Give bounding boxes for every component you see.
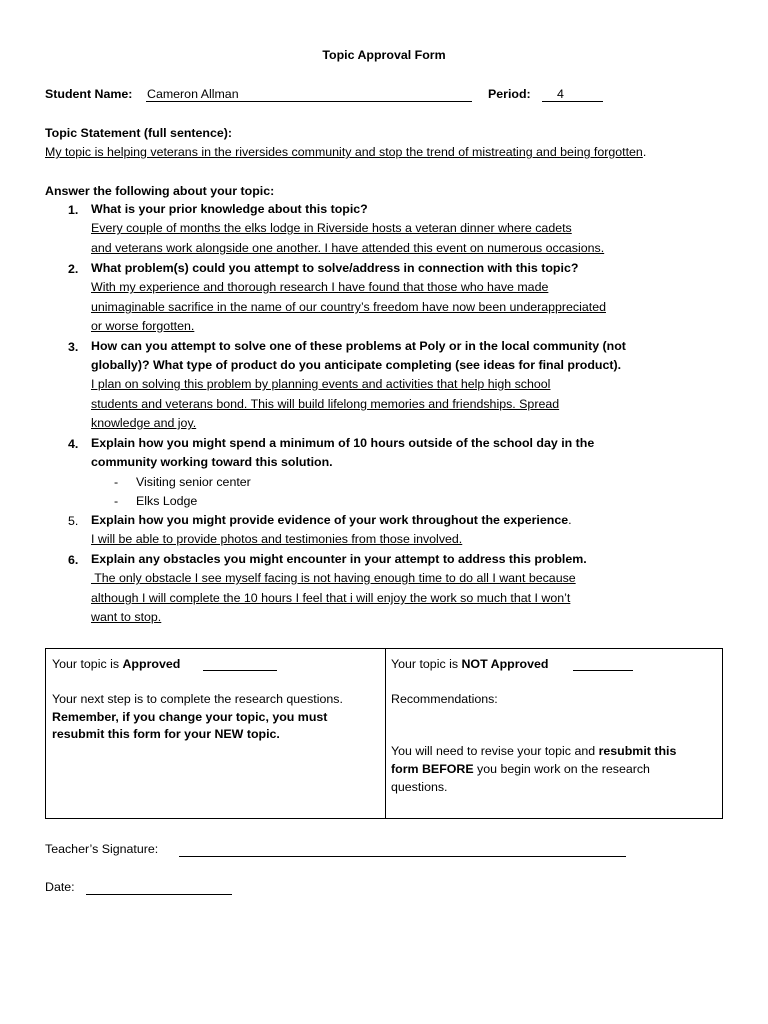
topic-statement-label: Topic Statement (full sentence):	[45, 126, 233, 140]
student-name-value: Cameron Allman	[147, 87, 239, 101]
form-title: Topic Approval Form	[322, 48, 446, 62]
topic-statement-text: My topic is helping veterans in the riversides community and stop the trend of mistreating and being forgotten.	[45, 145, 647, 159]
q3-question-line: How can you attempt to solve one of these problems at Poly or in the local community (not	[91, 339, 626, 353]
approval-box-divider	[385, 649, 386, 818]
q1-answer-line: and veterans work alongside one another. I have attended this event on numerous occasions.	[91, 241, 605, 255]
q6-answer-line: The only obstacle I see myself facing is not having enough time to do all I want because	[91, 571, 576, 585]
not-approved-blank	[573, 670, 633, 671]
q1-number: 1.	[68, 203, 79, 217]
q1-answer-line: Every couple of months the elks lodge in Riverside hosts a veteran dinner where cadets	[91, 221, 572, 235]
q2-question: What problem(s) could you attempt to solve/address in connection with this topic?	[91, 261, 579, 275]
q4-number: 4.	[68, 437, 79, 451]
answer-heading: Answer the following about your topic:	[45, 184, 275, 198]
q2-answer-line: unimaginable sacrifice in the name of our country’s freedom have now been underappreciated	[91, 300, 606, 314]
q4-question-line: Explain how you might spend a minimum of 10 hours outside of the school day in the	[91, 436, 595, 450]
approved-blank	[203, 670, 277, 671]
date-line[interactable]	[86, 894, 232, 895]
student-name-label: Student Name:	[45, 87, 133, 101]
q1-question: What is your prior knowledge about this topic?	[91, 202, 368, 216]
bullet-dash: -	[114, 475, 119, 489]
q2-answer-line: or worse forgotten.	[91, 319, 195, 333]
q4-question-line: community working toward this solution.	[91, 455, 333, 469]
q3-question-line: globally)? What type of product do you anticipate completing (see ideas for final product).	[91, 358, 622, 372]
student-name-line	[146, 101, 472, 102]
not-approved-line: Your topic is NOT Approved	[391, 657, 549, 671]
teacher-signature-label: Teacher’s Signature:	[45, 842, 159, 856]
q3-answer-line: knowledge and joy.	[91, 416, 197, 430]
q4-bullet-item: Elks Lodge	[136, 494, 198, 508]
reminder-line: resubmit this form for your NEW topic.	[52, 727, 280, 741]
q5-number: 5.	[68, 514, 79, 528]
q5-question: Explain how you might provide evidence of your work throughout the experience.	[91, 513, 572, 527]
period-label: Period:	[488, 87, 531, 101]
revise-line: You will need to revise your topic and resubmit this	[391, 744, 677, 758]
q2-number: 2.	[68, 262, 79, 276]
period-value: 4	[557, 87, 564, 101]
q3-number: 3.	[68, 340, 79, 354]
q4-bullet-item: Visiting senior center	[136, 475, 251, 489]
q6-number: 6.	[68, 553, 79, 567]
teacher-signature-line[interactable]	[179, 856, 626, 857]
q6-answer-line: want to stop.	[91, 610, 162, 624]
q2-answer-line: With my experience and thorough research I have found that those who have made	[91, 280, 549, 294]
q5-answer: I will be able to provide photos and testimonies from those involved.	[91, 532, 463, 546]
recommendations-label: Recommendations:	[391, 692, 498, 706]
reminder-line: Remember, if you change your topic, you must	[52, 710, 328, 724]
revise-line: form BEFORE you begin work on the research	[391, 762, 650, 776]
q6-question: Explain any obstacles you might encounter in your attempt to address this problem.	[91, 552, 587, 566]
q3-answer-line: I plan on solving this problem by planning events and activities that help high school	[91, 377, 551, 391]
approval-box	[45, 648, 723, 819]
bullet-dash: -	[114, 494, 119, 508]
next-step-text: Your next step is to complete the research questions.	[52, 692, 343, 706]
date-label: Date:	[45, 880, 75, 894]
approved-line: Your topic is Approved	[52, 657, 181, 671]
period-line	[542, 101, 603, 102]
q3-answer-line: students and veterans bond. This will build lifelong memories and friendships. Spread	[91, 397, 560, 411]
q6-answer-line: although I will complete the 10 hours I feel that i will enjoy the work so much that I won’t	[91, 591, 571, 605]
revise-line: questions.	[391, 780, 448, 794]
